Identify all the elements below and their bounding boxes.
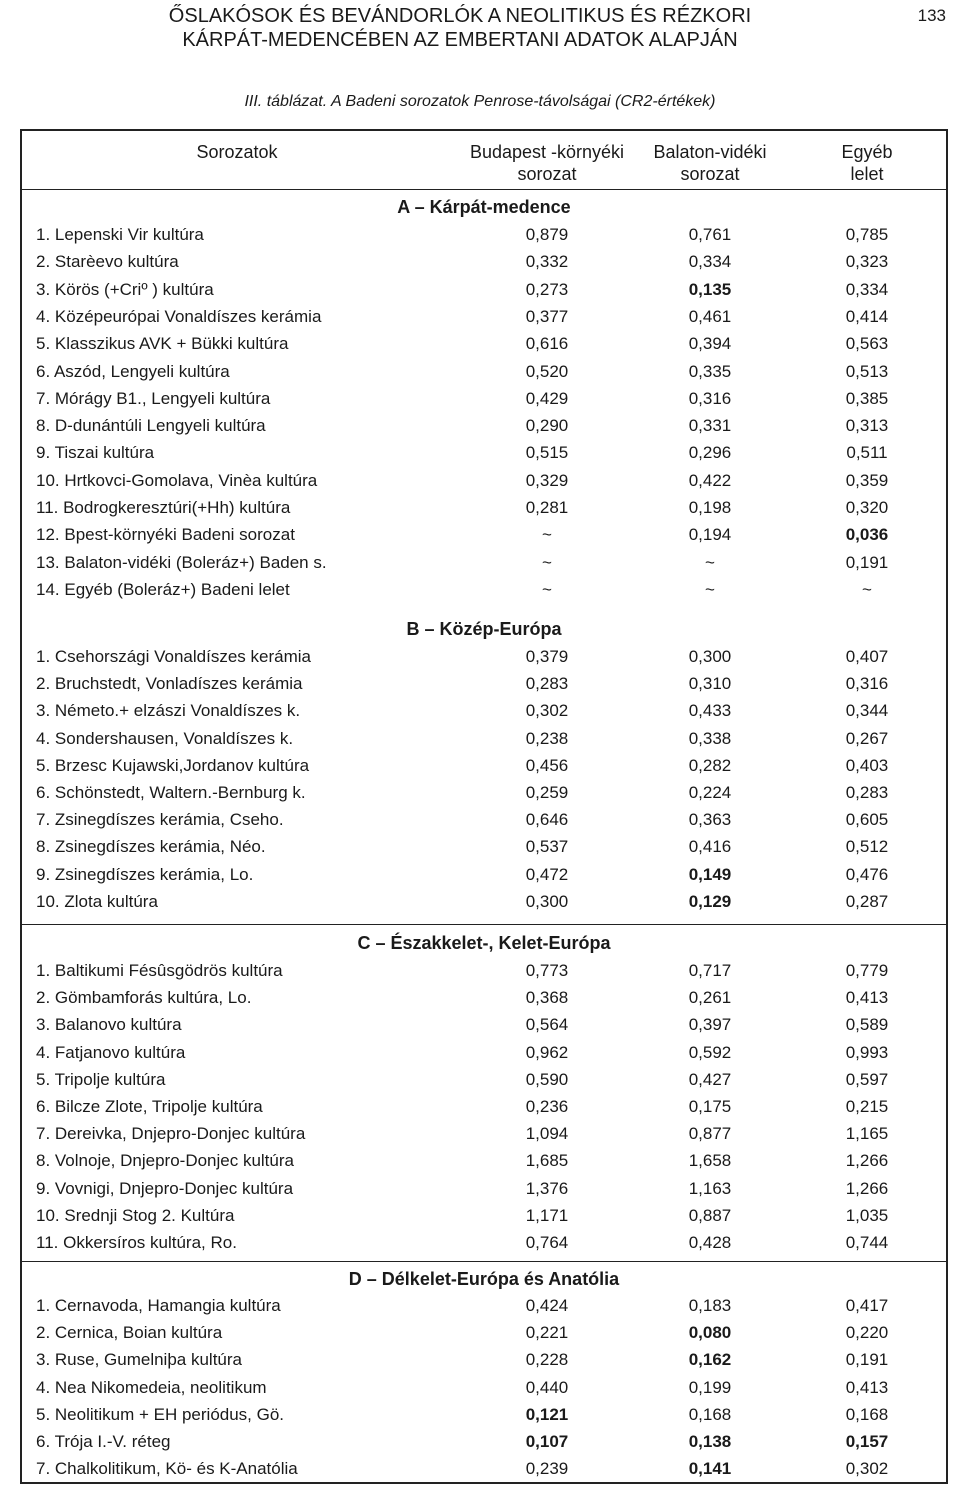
distance-value-cell: 0,283 <box>525 674 569 694</box>
table-row <box>22 250 946 277</box>
distance-value-cell: 0,238 <box>525 728 569 748</box>
distance-value-cell: 0,397 <box>688 1015 732 1035</box>
series-name-cell: 2. Bruchstedt, Vonladíszes kerámia <box>36 674 303 694</box>
distance-value-cell: 0,259 <box>525 783 569 802</box>
distance-value-cell: 0,520 <box>525 361 569 381</box>
series-name-cell: 4. Fatjanovo kultúra <box>36 1042 186 1062</box>
table-row <box>22 890 946 917</box>
distance-value-cell: 0,168 <box>688 1404 732 1424</box>
distance-value-cell: 0,281 <box>525 498 569 517</box>
distance-value-cell: 0,379 <box>525 647 569 666</box>
distance-value-cell: 0,334 <box>845 279 889 299</box>
distance-value-cell: 0,236 <box>525 1097 569 1116</box>
series-name-cell: 12. Bpest-környéki Badeni sorozat <box>36 525 295 545</box>
series-name-cell: 3. Németo.+ elzászi Vonaldíszes k. <box>36 701 301 721</box>
table-row <box>22 1122 946 1149</box>
distance-value-cell: 0,162 <box>688 1350 732 1370</box>
table-row <box>22 1204 946 1231</box>
distance-value-cell: 0,368 <box>525 988 569 1008</box>
distance-value-cell: 0,646 <box>525 810 569 830</box>
distance-value-cell: 1,685 <box>525 1151 569 1171</box>
col-header-series: Sorozatok <box>196 142 278 162</box>
table-row <box>22 1457 946 1484</box>
distance-value-cell: 0,993 <box>845 1042 889 1062</box>
distance-value-cell: 0,773 <box>525 961 569 980</box>
series-name-cell: 3. Körös (+Criº ) kultúra <box>36 279 214 299</box>
distance-value-cell: 0,157 <box>845 1432 889 1451</box>
series-name-cell: 4. Nea Nikomedeia, neolitikum <box>36 1377 267 1397</box>
distance-value-cell: ~ <box>862 579 872 599</box>
series-name-cell: 7. Mórágy B1., Lengyeli kultúra <box>36 388 271 408</box>
distance-value-cell: 0,417 <box>845 1296 889 1315</box>
series-name-cell: 1. Lepenski Vir kultúra <box>36 225 204 244</box>
distance-table <box>20 129 948 1484</box>
table-row <box>22 223 946 250</box>
series-name-cell: 11. Bodrogkeresztúri(+Hh) kultúra <box>36 498 291 517</box>
distance-value-cell: 0,107 <box>525 1432 569 1451</box>
table-row <box>22 578 946 605</box>
distance-value-cell: ~ <box>542 525 552 545</box>
distance-value-cell: 0,377 <box>525 306 569 326</box>
distance-value-cell: 0,221 <box>525 1323 569 1343</box>
distance-value-cell: 0,416 <box>688 837 732 857</box>
series-name-cell: 7. Zsinegdíszes kerámia, Cseho. <box>36 810 284 830</box>
distance-value-cell: ~ <box>705 579 715 599</box>
table-row <box>22 863 946 890</box>
distance-value-cell: 0,323 <box>845 252 889 272</box>
series-name-cell: 3. Ruse, Gumelniþa kultúra <box>36 1350 242 1370</box>
distance-value-cell: 0,592 <box>688 1042 732 1062</box>
distance-value-cell: 0,338 <box>688 728 732 748</box>
distance-value-cell: 0,785 <box>845 225 889 244</box>
distance-value-cell: 0,717 <box>688 961 732 980</box>
distance-value-cell: 0,476 <box>845 864 889 884</box>
series-name-cell: 5. Klasszikus AVK + Bükki kultúra <box>36 334 289 354</box>
distance-value-cell: 0,761 <box>688 225 732 244</box>
distance-value-cell: 0,394 <box>688 334 732 354</box>
col-header-balaton <box>635 141 785 185</box>
distance-value-cell: 0,590 <box>525 1069 569 1089</box>
series-name-cell: 14. Egyéb (Boleráz+) Badeni lelet <box>36 579 290 599</box>
series-name-cell: 4. Középeurópai Vonaldíszes kerámia <box>36 306 322 326</box>
table-row <box>22 1403 946 1430</box>
section-divider <box>22 924 946 925</box>
distance-value-cell: 0,385 <box>845 388 889 408</box>
table-row <box>22 1321 946 1348</box>
distance-value-cell: 0,283 <box>845 783 889 802</box>
col-header-other-line1: Egyéb <box>841 142 893 162</box>
col-header-budapest-line1: Budapest -környéki <box>469 142 625 162</box>
table-row <box>22 414 946 441</box>
table-row <box>22 305 946 332</box>
distance-value-cell: 0,239 <box>525 1459 569 1479</box>
section-title: D – Délkelet-Európa és Anatólia <box>348 1269 620 1289</box>
series-name-cell: 8. Volnoje, Dnjepro-Donjec kultúra <box>36 1151 294 1171</box>
distance-value-cell: 1,171 <box>525 1205 569 1225</box>
distance-value-cell: 0,332 <box>525 252 569 272</box>
distance-value-cell: 0,331 <box>688 416 732 436</box>
distance-value-cell: 0,302 <box>845 1459 889 1479</box>
table-row <box>22 332 946 359</box>
distance-value-cell: ~ <box>542 579 552 599</box>
table-row <box>22 672 946 699</box>
distance-value-cell: 0,168 <box>845 1404 889 1424</box>
distance-value-cell: 0,267 <box>845 728 889 748</box>
distance-value-cell: 0,597 <box>845 1069 889 1089</box>
table-header <box>22 131 946 190</box>
distance-value-cell: 0,149 <box>688 864 732 884</box>
col-header-budapest-line2: sorozat <box>517 164 577 184</box>
table-row <box>22 781 946 808</box>
series-name-cell: 5. Neolitikum + EH periódus, Gö. <box>36 1404 285 1424</box>
table-row <box>22 387 946 414</box>
distance-value-cell: 0,310 <box>688 674 732 694</box>
distance-value-cell: 0,424 <box>525 1296 569 1315</box>
distance-value-cell: 0,296 <box>688 443 732 463</box>
distance-value-cell: 0,472 <box>525 864 569 884</box>
table-row <box>22 1348 946 1375</box>
col-header-balaton-line1: Balaton-vidéki <box>653 142 767 162</box>
distance-value-cell: 0,191 <box>845 1350 889 1370</box>
distance-value-cell: 1,376 <box>525 1178 569 1198</box>
table-row <box>22 1294 946 1321</box>
series-name-cell: 9. Tiszai kultúra <box>36 443 155 463</box>
series-name-cell: 6. Trója I.-V. réteg <box>36 1432 171 1451</box>
distance-value-cell: 0,616 <box>525 334 569 354</box>
table-row <box>22 1177 946 1204</box>
series-name-cell: 2. Cernica, Boian kultúra <box>36 1323 223 1343</box>
table-row <box>22 699 946 726</box>
distance-value-cell: 0,316 <box>688 388 732 408</box>
distance-value-cell: 0,261 <box>688 988 732 1008</box>
table-row <box>22 551 946 578</box>
series-name-cell: 9. Zsinegdíszes kerámia, Lo. <box>36 864 254 884</box>
section-title: C – Északkelet-, Kelet-Európa <box>357 933 611 953</box>
distance-value-cell: 0,300 <box>688 647 732 666</box>
table-row <box>22 1095 946 1122</box>
distance-value-cell: 0,316 <box>845 674 889 694</box>
distance-value-cell: 0,121 <box>525 1404 569 1424</box>
distance-value-cell: 0,224 <box>688 783 732 802</box>
distance-value-cell: 1,658 <box>688 1151 732 1171</box>
distance-value-cell: 0,605 <box>845 810 889 830</box>
col-header-budapest <box>452 141 642 185</box>
col-header-balaton-line2: sorozat <box>680 164 740 184</box>
distance-value-cell: 0,344 <box>845 701 889 721</box>
distance-value-cell: 0,313 <box>845 416 889 436</box>
distance-value-cell: 0,320 <box>845 498 889 517</box>
distance-value-cell: 0,877 <box>688 1124 732 1144</box>
distance-value-cell: 0,589 <box>845 1015 889 1035</box>
distance-value-cell: 0,215 <box>845 1097 889 1116</box>
section-divider <box>22 1261 946 1262</box>
distance-value-cell: ~ <box>542 552 552 572</box>
col-header-other-line2: lelet <box>850 164 884 184</box>
distance-value-cell: 0,515 <box>525 443 569 463</box>
distance-value-cell: 0,564 <box>525 1015 569 1035</box>
series-name-cell: 10. Hrtkovci-Gomolava, Vinèa kultúra <box>36 470 318 490</box>
distance-value-cell: 0,199 <box>688 1377 732 1397</box>
series-name-cell: 2. Gömbamforás kultúra, Lo. <box>36 988 252 1008</box>
distance-value-cell: 0,563 <box>845 334 889 354</box>
distance-value-cell: 0,779 <box>845 961 889 980</box>
distance-value-cell: 0,220 <box>845 1323 889 1343</box>
table-row <box>22 754 946 781</box>
section-title: A – Kárpát-medence <box>397 197 571 217</box>
distance-value-cell: 0,433 <box>688 701 732 721</box>
distance-value-cell: 0,290 <box>525 416 569 436</box>
table-row <box>22 986 946 1013</box>
col-header-other <box>827 141 907 185</box>
section-title: B – Közép-Európa <box>406 619 562 639</box>
distance-value-cell: 0,537 <box>525 837 569 857</box>
distance-value-cell: ~ <box>705 552 715 572</box>
distance-value-cell: 0,036 <box>845 525 889 545</box>
distance-value-cell: 0,511 <box>846 443 888 463</box>
distance-value-cell: 0,198 <box>688 498 732 517</box>
table-row <box>22 835 946 862</box>
distance-value-cell: 0,764 <box>525 1233 569 1252</box>
series-name-cell: 6. Schönstedt, Waltern.-Bernburg k. <box>36 783 306 802</box>
table-row <box>22 1013 946 1040</box>
distance-value-cell: 0,413 <box>845 988 889 1008</box>
distance-value-cell: 1,165 <box>845 1124 889 1144</box>
distance-value-cell: 0,407 <box>845 647 889 666</box>
table-row <box>22 278 946 305</box>
series-name-cell: 1. Baltikumi Fésûsgödrös kultúra <box>36 961 283 980</box>
series-name-cell: 8. D-dunántúli Lengyeli kultúra <box>36 416 266 436</box>
distance-value-cell: 0,962 <box>525 1042 569 1062</box>
table-row <box>22 1041 946 1068</box>
series-name-cell: 7. Dereivka, Dnjepro-Donjec kultúra <box>36 1124 306 1144</box>
series-name-cell: 5. Brzesc Kujawski,Jordanov kultúra <box>36 755 310 775</box>
distance-value-cell: 0,287 <box>845 891 889 911</box>
distance-value-cell: 0,175 <box>688 1097 732 1116</box>
table-row <box>22 1231 946 1258</box>
table-row <box>22 1376 946 1403</box>
distance-value-cell: 0,461 <box>688 306 732 326</box>
series-name-cell: 10. Srednji Stog 2. Kultúra <box>36 1205 235 1225</box>
distance-value-cell: 1,266 <box>845 1151 889 1171</box>
series-name-cell: 8. Zsinegdíszes kerámia, Néo. <box>36 837 266 857</box>
table-row <box>22 727 946 754</box>
distance-value-cell: 0,427 <box>688 1069 732 1089</box>
table-row <box>22 959 946 986</box>
series-name-cell: 10. Zlota kultúra <box>36 891 158 911</box>
distance-value-cell: 0,334 <box>688 252 732 272</box>
distance-value-cell: 0,440 <box>525 1377 569 1397</box>
distance-value-cell: 0,329 <box>525 470 569 490</box>
page-number: 133 <box>917 6 946 25</box>
distance-value-cell: 0,228 <box>525 1350 569 1370</box>
distance-value-cell: 0,183 <box>688 1296 732 1315</box>
running-header <box>0 4 960 52</box>
series-name-cell: 2. Starèevo kultúra <box>36 252 179 272</box>
table-caption: III. táblázat. A Badeni sorozatok Penrose-távolságai (CR2-értékek) <box>244 93 716 110</box>
distance-value-cell: 0,302 <box>525 701 569 721</box>
series-name-cell: 1. Csehországi Vonaldíszes kerámia <box>36 647 311 666</box>
distance-value-cell: 0,080 <box>688 1323 732 1343</box>
distance-value-cell: 1,094 <box>525 1124 569 1144</box>
distance-value-cell: 0,744 <box>845 1233 889 1252</box>
distance-value-cell: 0,129 <box>688 891 732 911</box>
distance-value-cell: 0,300 <box>525 891 569 911</box>
table-row <box>22 1068 946 1095</box>
distance-value-cell: 0,282 <box>688 755 732 775</box>
header-line-1: ŐSLAKÓSOK ÉS BEVÁNDORLÓK A NEOLITIKUS ÉS RÉZKORI <box>168 5 752 27</box>
series-name-cell: 7. Chalkolitikum, Kö- és K-Anatólia <box>36 1459 298 1479</box>
table-row <box>22 496 946 523</box>
distance-value-cell: 0,194 <box>688 525 732 545</box>
table-row <box>22 523 946 550</box>
series-name-cell: 9. Vovnigi, Dnjepro-Donjec kultúra <box>36 1178 294 1198</box>
distance-value-cell: 1,266 <box>845 1178 889 1198</box>
table-row <box>22 1430 946 1457</box>
distance-value-cell: 0,413 <box>845 1377 889 1397</box>
table-row <box>22 1149 946 1176</box>
distance-value-cell: 0,135 <box>688 279 732 299</box>
series-name-cell: 5. Tripolje kultúra <box>36 1069 166 1089</box>
distance-value-cell: 0,414 <box>845 306 889 326</box>
table-row <box>22 469 946 496</box>
series-name-cell: 13. Balaton-vidéki (Boleráz+) Baden s. <box>36 552 327 572</box>
distance-value-cell: 0,428 <box>688 1233 732 1252</box>
table-row <box>22 360 946 387</box>
distance-value-cell: 0,138 <box>688 1432 732 1451</box>
series-name-cell: 3. Balanovo kultúra <box>36 1015 182 1035</box>
distance-value-cell: 0,422 <box>688 470 732 490</box>
table-row <box>22 808 946 835</box>
distance-value-cell: 0,429 <box>525 388 569 408</box>
distance-value-cell: 0,456 <box>525 755 569 775</box>
distance-value-cell: 1,163 <box>688 1178 732 1198</box>
distance-value-cell: 0,403 <box>845 755 889 775</box>
table-row <box>22 645 946 672</box>
distance-value-cell: 0,879 <box>525 225 569 244</box>
distance-value-cell: 0,513 <box>845 361 889 381</box>
distance-value-cell: 0,887 <box>688 1205 732 1225</box>
series-name-cell: 6. Bilcze Zlote, Tripolje kultúra <box>36 1097 263 1116</box>
series-name-cell: 11. Okkersíros kultúra, Ro. <box>36 1233 237 1252</box>
table-row <box>22 441 946 468</box>
distance-value-cell: 0,359 <box>845 470 889 490</box>
distance-value-cell: 0,141 <box>688 1459 732 1479</box>
distance-value-cell: 0,273 <box>525 279 569 299</box>
header-line-2: KÁRPÁT-MEDENCÉBEN AZ EMBERTANI ADATOK ALAPJÁN <box>182 29 738 51</box>
distance-value-cell: 0,191 <box>845 552 889 572</box>
series-name-cell: 1. Cernavoda, Hamangia kultúra <box>36 1296 281 1315</box>
distance-value-cell: 0,512 <box>845 837 889 857</box>
distance-value-cell: 0,335 <box>688 361 732 381</box>
distance-value-cell: 0,363 <box>688 810 732 830</box>
distance-value-cell: 1,035 <box>845 1205 889 1225</box>
series-name-cell: 6. Aszód, Lengyeli kultúra <box>36 361 230 381</box>
series-name-cell: 4. Sondershausen, Vonaldíszes k. <box>36 728 294 748</box>
